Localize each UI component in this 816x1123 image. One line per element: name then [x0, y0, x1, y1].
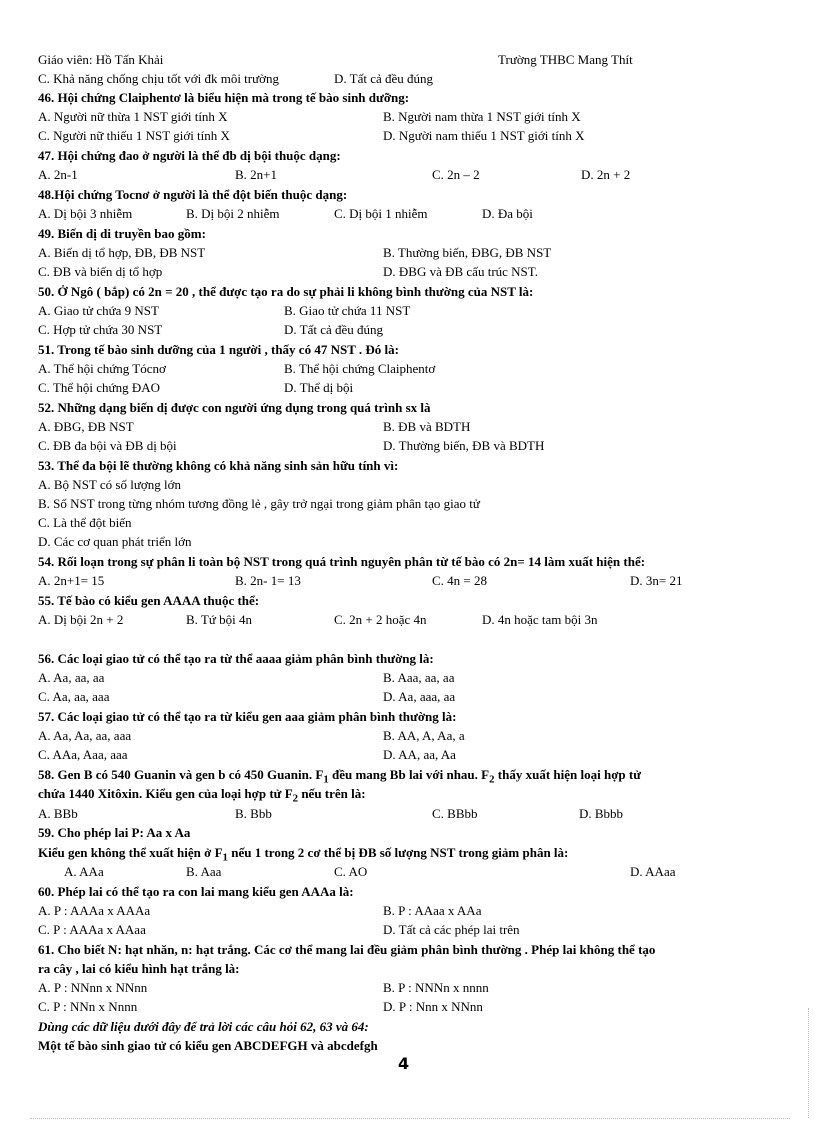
option-d: D. Đa bội [482, 206, 533, 221]
q55-question: 55. Tế bào có kiểu gen AAAA thuộc thể: [38, 593, 260, 608]
q58-text: đều mang Bb lai với nhau. F [328, 767, 490, 782]
option-c: C. P : NNn x Nnnn [38, 999, 138, 1014]
option-a: A. ĐBG, ĐB NST [38, 419, 134, 434]
option-d: D. Thể dị bội [284, 380, 354, 395]
option-a: A. Dị bội 2n + 2 [38, 612, 124, 627]
q50-question: 50. Ở Ngô ( bắp) có 2n = 20 , thể được tạo ra do sự phải li không bình thường của NST là: [38, 284, 534, 299]
option-a: A. Aa, Aa, aa, aaa [38, 728, 132, 743]
option-c: C. 4n = 28 [432, 573, 488, 588]
option-d: D. Tất cả đều đúng [334, 71, 434, 86]
option-d: D. Bbbb [579, 806, 624, 821]
option-b: B. Dị bội 2 nhiễm [186, 206, 280, 221]
option-c: C. Thể hội chứng ĐAO [38, 380, 160, 395]
q59-text: nếu 1 trong 2 cơ thể bị ĐB số lượng NST trong giảm phân là: [227, 845, 569, 860]
subscript: 2 [292, 792, 299, 805]
option-c: C. Người nữ thiếu 1 NST giới tính X [38, 128, 230, 143]
q49-question: 49. Biến dị di truyền bao gồm: [38, 226, 206, 241]
q59-question: 59. Cho phép lai P: Aa x Aa [38, 825, 191, 840]
option-c: C. 2n – 2 [432, 167, 480, 182]
option-a: A. BBb [38, 806, 78, 821]
page-border-right [808, 1008, 809, 1118]
option-a: A. Dị bội 3 nhiễm [38, 206, 133, 221]
q54-question: 54. Rối loạn trong sự phân li toàn bộ NST trong quá trình nguyên phân từ tế bào có 2n= 14 làm xuất hiện thể: [38, 554, 646, 569]
option-a: A. 2n-1 [38, 167, 78, 182]
q53-option-b: B. Số NST trong từng nhóm tương đồng lẻ , gây trở ngại trong giảm phân tạo giao tử [38, 496, 480, 511]
subscript: 2 [489, 773, 495, 786]
q59-text: Kiểu gen không thể xuất hiện ở F [38, 845, 223, 860]
option-d: D. Thường biến, ĐB và BDTH [383, 438, 545, 453]
q53-option-d: D. Các cơ quan phát triển lớn [38, 534, 192, 549]
option-b: B. Thể hội chứng Claiphentơ [284, 361, 436, 376]
option-a: A. Thể hội chứng Tócnơ [38, 361, 166, 376]
option-c: C. Hợp tử chứa 30 NST [38, 322, 163, 337]
q58-text: thấy xuất hiện loại hợp tử [494, 767, 642, 782]
q52-question: 52. Những dạng biến dị được con người ứng dụng trong quá trình sx là [38, 400, 431, 415]
q53-option-a: A. Bộ NST có số lượng lớn [38, 477, 181, 492]
option-b: B. ĐB và BDTH [383, 419, 471, 434]
option-d: D. Tất cả đều đúng [284, 322, 384, 337]
option-b: B. Giao tử chứa 11 NST [284, 303, 411, 318]
option-a: A. 2n+1= 15 [38, 573, 105, 588]
option-b: B. Người nam thừa 1 NST giới tính X [383, 109, 581, 124]
option-b: B. Tứ bội 4n [186, 612, 253, 627]
q61-question: 61. Cho biết N: hạt nhăn, n: hạt trắng. Các cơ thể mang lai đều giảm phân bình thường . Phép lai không thể tạo [38, 942, 656, 957]
option-c: C. AAa, Aaa, aaa [38, 747, 128, 762]
q53-question: 53. Thể đa bội lẽ thường không có khả năng sinh sản hữu tính vì: [38, 458, 399, 473]
option-c: C. BBbb [432, 806, 478, 821]
option-d: D. AA, aa, Aa [383, 747, 456, 762]
option-b: B. AA, A, Aa, a [383, 728, 465, 743]
page-number: 4 [398, 1054, 410, 1073]
subscript: 1 [222, 851, 228, 864]
option-b: B. P : NNNn x nnnn [383, 980, 489, 995]
q56-question: 56. Các loại giao tử có thể tạo ra từ thể aaaa giảm phân bình thường là: [38, 651, 434, 666]
option-d: D. 4n hoặc tam bội 3n [482, 612, 598, 627]
q59-question-line2 [38, 843, 568, 862]
option-d: D. Tất cả các phép lai trên [383, 922, 520, 937]
option-b: B. 2n+1 [235, 167, 278, 182]
option-c: C. 2n + 2 hoặc 4n [334, 612, 427, 627]
option-b: B. Aaa, aa, aa [383, 670, 455, 685]
option-a: A. Biến dị tổ hợp, ĐB, ĐB NST [38, 245, 206, 260]
option-b: B. P : AAaa x AAa [383, 903, 482, 918]
q58-question-line2 [38, 784, 366, 803]
q53-option-c: C. Là thể đột biến [38, 515, 132, 530]
option-a: A. AAa [64, 864, 104, 879]
option-d: D. 3n= 21 [630, 573, 683, 588]
option-b: B. Bbb [235, 806, 272, 821]
option-b: B. 2n- 1= 13 [235, 573, 301, 588]
option-b: B. Thường biến, ĐBG, ĐB NST [383, 245, 552, 260]
option-a: A. P : AAAa x AAAa [38, 903, 151, 918]
page-header [38, 50, 633, 69]
instruction-note: Dùng các dữ liệu dưới đây để trả lời các câu hỏi 62, 63 và 64: [38, 1019, 369, 1034]
q46-question: 46. Hội chứng Claiphentơ là biểu hiện mà trong tế bào sinh dưỡng: [38, 90, 410, 105]
option-d: D. P : Nnn x NNnn [383, 999, 483, 1014]
q58-text: nếu trên là: [298, 786, 366, 801]
option-a: A. P : NNnn x NNnn [38, 980, 148, 995]
option-c: C. Khả năng chống chịu tốt với đk môi trường [38, 71, 280, 86]
option-c: C. ĐB và biến dị tổ hợp [38, 264, 163, 279]
option-d: D. Aa, aaa, aa [383, 689, 456, 704]
q60-question: 60. Phép lai có thể tạo ra con lai mang kiểu gen AAAa là: [38, 884, 354, 899]
school-name: Trường THBC Mang Thít [498, 52, 633, 67]
option-c: C. Dị bội 1 nhiễm [334, 206, 428, 221]
option-c: C. Aa, aa, aaa [38, 689, 110, 704]
option-c: C. AO [334, 864, 368, 879]
option-d: D. ĐBG và ĐB cấu trúc NST. [383, 264, 539, 279]
q47-question: 47. Hội chứng đao ở người là thể đb dị bội thuộc dạng: [38, 148, 341, 163]
option-a: A. Người nữ thừa 1 NST giới tính X [38, 109, 228, 124]
option-a: A. Giao tử chứa 9 NST [38, 303, 159, 318]
q61-question-line2: ra cây , lai có kiểu hình hạt trắng là: [38, 961, 240, 976]
option-d: D. 2n + 2 [581, 167, 631, 182]
option-a: A. Aa, aa, aa [38, 670, 105, 685]
option-d: D. Người nam thiếu 1 NST giới tính X [383, 128, 585, 143]
option-c: C. ĐB đa bội và ĐB dị bội [38, 438, 177, 453]
page-border-bottom [30, 1118, 790, 1119]
subscript: 1 [323, 773, 329, 786]
teacher-name: Giáo viên: Hồ Tấn Khải [38, 52, 164, 67]
option-d: D. AAaa [630, 864, 676, 879]
q57-question: 57. Các loại giao tử có thể tạo ra từ kiểu gen aaa giảm phân bình thường là: [38, 709, 457, 724]
q58-text: chứa 1440 Xitôxin. Kiểu gen của loại hợp tử F [38, 786, 293, 801]
data-statement: Một tế bào sinh giao tử có kiểu gen ABCDEFGH và abcdefgh [38, 1038, 378, 1053]
q51-question: 51. Trong tế bào sinh dưỡng của 1 người , thấy có 47 NST . Đó là: [38, 342, 399, 357]
q58-question-line1 [38, 765, 641, 784]
option-c: C. P : AAAa x AAaa [38, 922, 146, 937]
q48-question: 48.Hội chứng Tocnơ ở người là thể đột biến thuộc dạng: [38, 187, 348, 202]
option-b: B. Aaa [186, 864, 222, 879]
q58-text: 58. Gen B có 540 Guanin và gen b có 450 Guanin. F [38, 767, 324, 782]
